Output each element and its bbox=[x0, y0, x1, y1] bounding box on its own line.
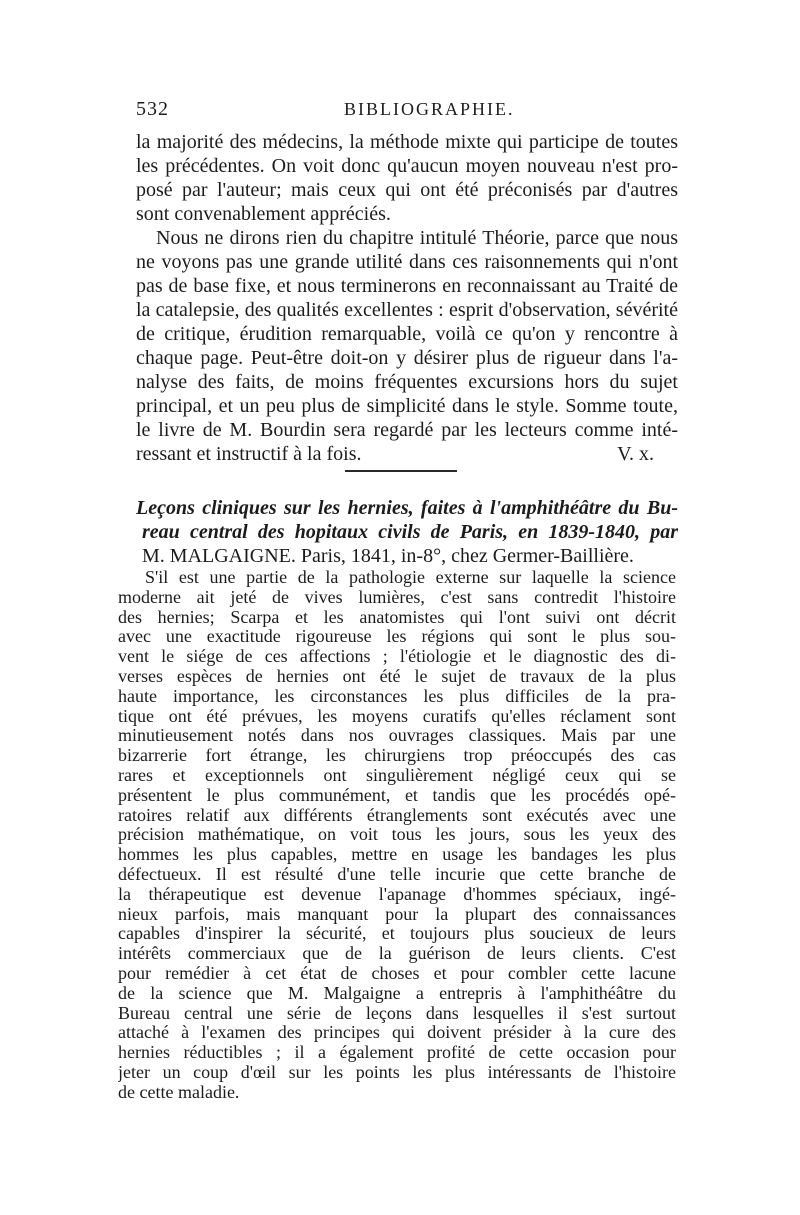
text-line: ratoires relatif aux différents étranglements sont exécutés avec une bbox=[118, 805, 676, 825]
text-line: ne voyons pas une grande utilité dans ces raisonnements qui n'ont bbox=[136, 251, 678, 273]
text-line: intérêts commerciaux que de la guérison de leurs clients. C'est bbox=[118, 944, 676, 964]
text-line: principal, et un peu plus de simplicité dans le style. Somme toute, bbox=[136, 395, 678, 417]
text-line: chaque page. Peut-être doit-on y désirer plus de rigueur dans l'a- bbox=[136, 347, 678, 369]
text-line: de critique, érudition remarquable, voilà ce qu'on y rencontre à bbox=[136, 323, 678, 345]
text-line: hommes les plus capables, mettre en usage les bandages les plus bbox=[118, 845, 676, 865]
text-line: S'il est une partie de la pathologie externe sur laquelle la science bbox=[145, 568, 676, 587]
text-line: tique ont été prévues, les moyens curatifs qu'elles réclament sont bbox=[118, 706, 676, 726]
review-body bbox=[118, 568, 676, 1103]
text-line: minutieusement notés dans nos ouvrages classiques. Mais par une bbox=[118, 726, 676, 746]
text-line: sont convenablement appréciés. bbox=[136, 203, 391, 225]
text-line: Nous ne dirons rien du chapitre intitulé Théorie, parce que nous bbox=[156, 227, 678, 249]
text-line: pas de base fixe, et nous terminerons en reconnaissant au Traité de bbox=[136, 275, 678, 297]
closing-text: ressant et instructif à la fois. bbox=[136, 443, 362, 465]
page-number: 532 bbox=[136, 98, 169, 120]
text-line: jeter un coup d'œil sur les points les plus intéressants de l'histoire bbox=[118, 1062, 676, 1082]
running-title: BIBLIOGRAPHIE. bbox=[344, 99, 515, 119]
text-line: avec une exactitude rigoureuse les régions qui sont le plus sou- bbox=[118, 627, 676, 647]
text-line: présentent le plus communément, et tandis que les procédés opé- bbox=[118, 785, 676, 805]
text-line: Bureau central une série de leçons dans lesquelles il s'est surtout bbox=[118, 1003, 676, 1023]
text-line: des hernies; Scarpa et les anatomistes qui l'ont suivi ont décrit bbox=[118, 607, 676, 627]
page-header bbox=[136, 98, 676, 122]
text-line: moderne ait jeté de vives lumières, c'est sans contredit l'histoire bbox=[118, 587, 676, 607]
text-line: bizarrerie fort étrange, les chirurgiens trop préoccupés des cas bbox=[118, 746, 676, 766]
section-divider bbox=[345, 470, 457, 472]
text-line: verses espèces de hernies ont été le sujet de travaux de la plus bbox=[118, 666, 676, 686]
reviewer-signature: V. x. bbox=[617, 443, 654, 465]
previous-review-conclusion bbox=[136, 130, 678, 466]
text-line: de cette maladie. bbox=[118, 1082, 240, 1102]
title-line: reau central des hopitaux civils de Paris, en 1839-1840, par bbox=[142, 521, 678, 543]
text-line: nalyse des faits, de moins fréquentes excursions hors du sujet bbox=[136, 371, 678, 393]
text-line: hernies réductibles ; il a également profité de cette occasion pour bbox=[118, 1043, 676, 1063]
text-line: la majorité des médecins, la méthode mixte qui participe de toutes bbox=[136, 131, 678, 153]
text-line: de la science que M. Malgaigne a entrepris à l'amphithéâtre du bbox=[118, 983, 676, 1003]
text-line: rares et exceptionnels ont singulièrement négligé ceux qui se bbox=[118, 765, 676, 785]
text-line: nieux parfois, mais manquant pour la plupart des connaissances bbox=[118, 904, 676, 924]
text-line: capables d'inspirer la sécurité, et toujours plus soucieux de leurs bbox=[118, 924, 676, 944]
text-line: défectueux. Il est résulté d'une telle incurie que cette branche de bbox=[118, 864, 676, 884]
text-line: la catalepsie, des qualités excellentes : esprit d'observation, sévérité bbox=[136, 299, 678, 321]
text-line: pour remédier à cet état de choses et pour combler cette lacune bbox=[118, 963, 676, 983]
publication-details: M. MALGAIGNE. Paris, 1841, in-8°, chez Germer-Baillière. bbox=[142, 545, 634, 567]
review-title bbox=[136, 496, 678, 568]
text-line: posé par l'auteur; mais ceux qui ont été préconisés par d'autres bbox=[136, 179, 678, 201]
signature-line bbox=[136, 442, 678, 466]
text-line: vent le siége de ces affections ; l'étiologie et le diagnostic des di- bbox=[118, 647, 676, 667]
text-line: la thérapeutique est devenue l'apanage d'hommes spéciaux, ingé- bbox=[118, 884, 676, 904]
text-line: les précédentes. On voit donc qu'aucun moyen nouveau n'est pro- bbox=[136, 155, 678, 177]
title-line: Leçons cliniques sur les hernies, faites à l'amphithéâtre du Bu- bbox=[136, 497, 678, 519]
text-line: le livre de M. Bourdin sera regardé par les lecteurs comme inté- bbox=[136, 419, 678, 441]
text-line: attaché à l'examen des principes qui doivent présider à la cure des bbox=[118, 1023, 676, 1043]
text-line: haute importance, les circonstances les plus difficiles de la pra- bbox=[118, 686, 676, 706]
text-line: précision mathématique, on voit tous les jours, sous les yeux des bbox=[118, 825, 676, 845]
